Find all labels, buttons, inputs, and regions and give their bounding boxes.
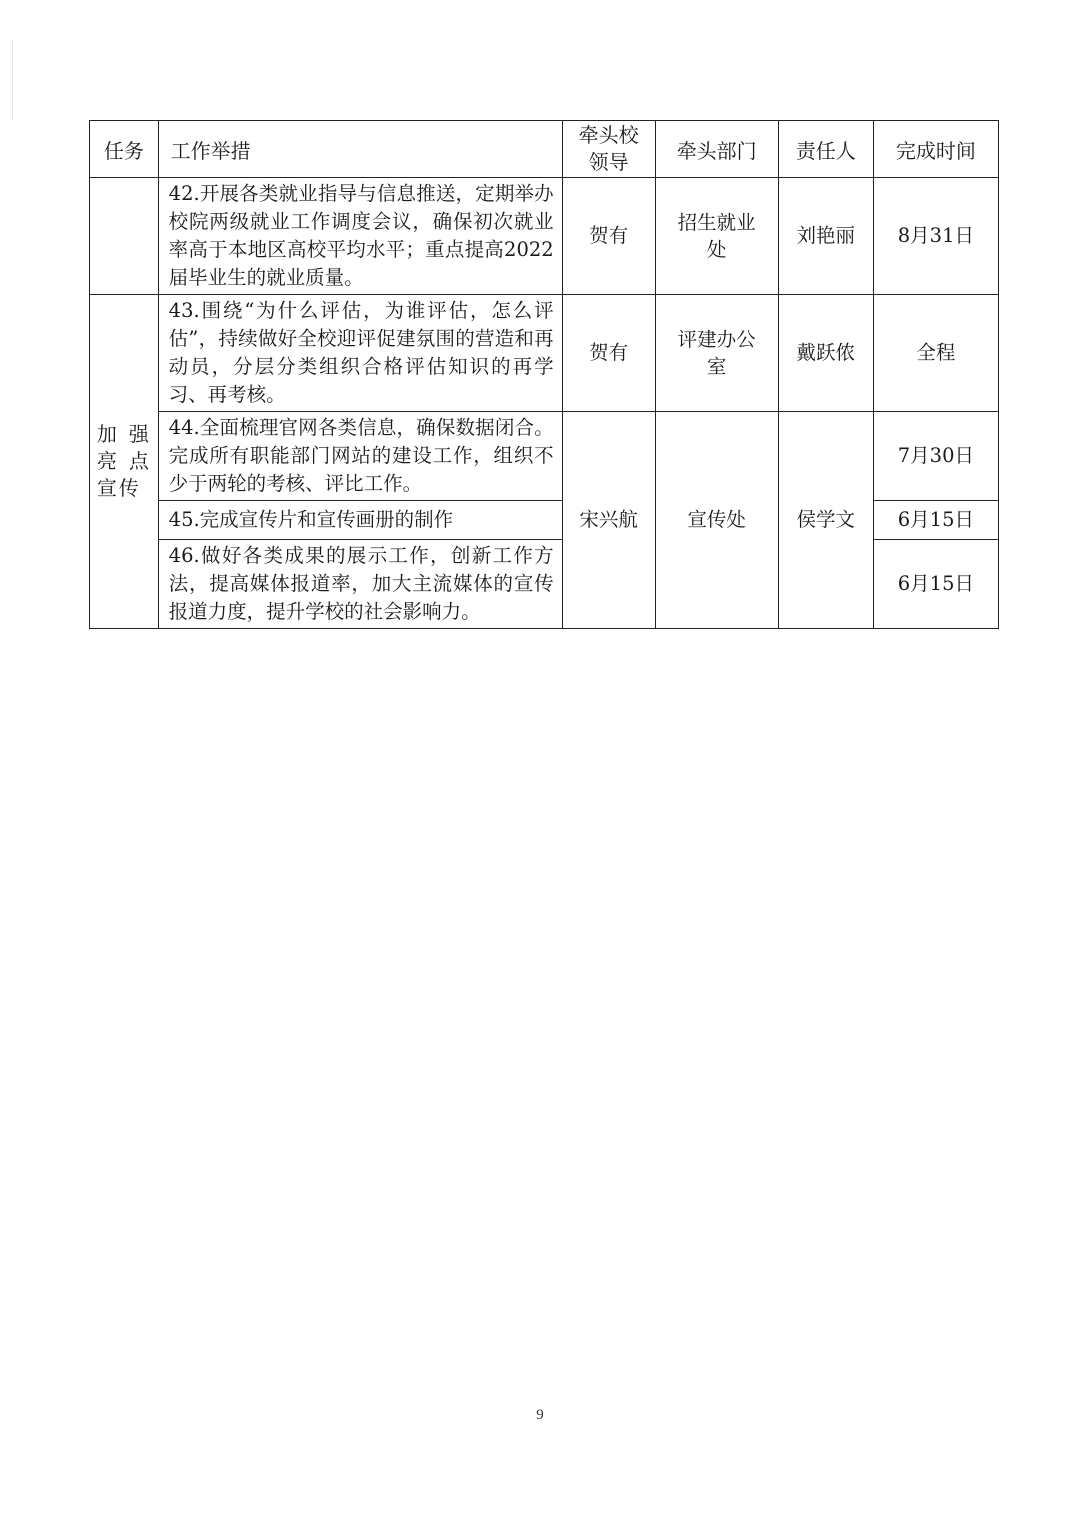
- header-dept: 牵头部门: [655, 121, 778, 178]
- header-task: 任务: [90, 121, 159, 178]
- deadline-cell: 6月15日: [873, 501, 998, 540]
- dept-cell: 评建办公室: [655, 295, 778, 412]
- table-row: [90, 295, 999, 412]
- person-cell: 刘艳丽: [778, 178, 873, 295]
- scan-edge-mark: [12, 40, 13, 120]
- leader-cell: 宋兴航: [562, 412, 655, 629]
- page-number: 9: [536, 1407, 544, 1423]
- table-header-row: [90, 121, 999, 178]
- header-person: 责任人: [778, 121, 873, 178]
- work-plan-table: [89, 120, 999, 629]
- header-leader: 牵头校领导: [562, 121, 655, 178]
- person-cell: 戴跃侬: [778, 295, 873, 412]
- deadline-cell: 全程: [873, 295, 998, 412]
- person-cell: 侯学文: [778, 412, 873, 629]
- header-deadline: 完成时间: [873, 121, 998, 178]
- leader-cell: 贺有: [562, 295, 655, 412]
- deadline-cell: 8月31日: [873, 178, 998, 295]
- header-measure: 工作举措: [158, 121, 562, 178]
- task-label: 加强亮点宣传: [96, 422, 151, 500]
- table-row: [90, 178, 999, 295]
- measure-cell: 42.开展各类就业指导与信息推送，定期举办校院两级就业工作调度会议，确保初次就业率高于本地区高校平均水平；重点提高2022届毕业生的就业质量。: [158, 178, 562, 295]
- deadline-cell: 7月30日: [873, 412, 998, 501]
- deadline-cell: 6月15日: [873, 540, 998, 629]
- dept-cell: 宣传处: [655, 412, 778, 629]
- measure-cell: 46.做好各类成果的展示工作，创新工作方法，提高媒体报道率，加大主流媒体的宣传报道力度，提升学校的社会影响力。: [158, 540, 562, 629]
- leader-cell: 贺有: [562, 178, 655, 295]
- task-cell: [90, 295, 159, 629]
- task-cell-empty: [90, 178, 159, 295]
- dept-cell: 招生就业处: [655, 178, 778, 295]
- table-row: [90, 412, 999, 501]
- measure-cell: 45.完成宣传片和宣传画册的制作: [158, 501, 562, 540]
- measure-cell: 43.围绕“为什么评估，为谁评估，怎么评估”，持续做好全校迎评促建氛围的营造和再动员，分层分类组织合格评估知识的再学习、再考核。: [158, 295, 562, 412]
- measure-cell: 44.全面梳理官网各类信息，确保数据闭合。完成所有职能部门网站的建设工作，组织不少于两轮的考核、评比工作。: [158, 412, 562, 501]
